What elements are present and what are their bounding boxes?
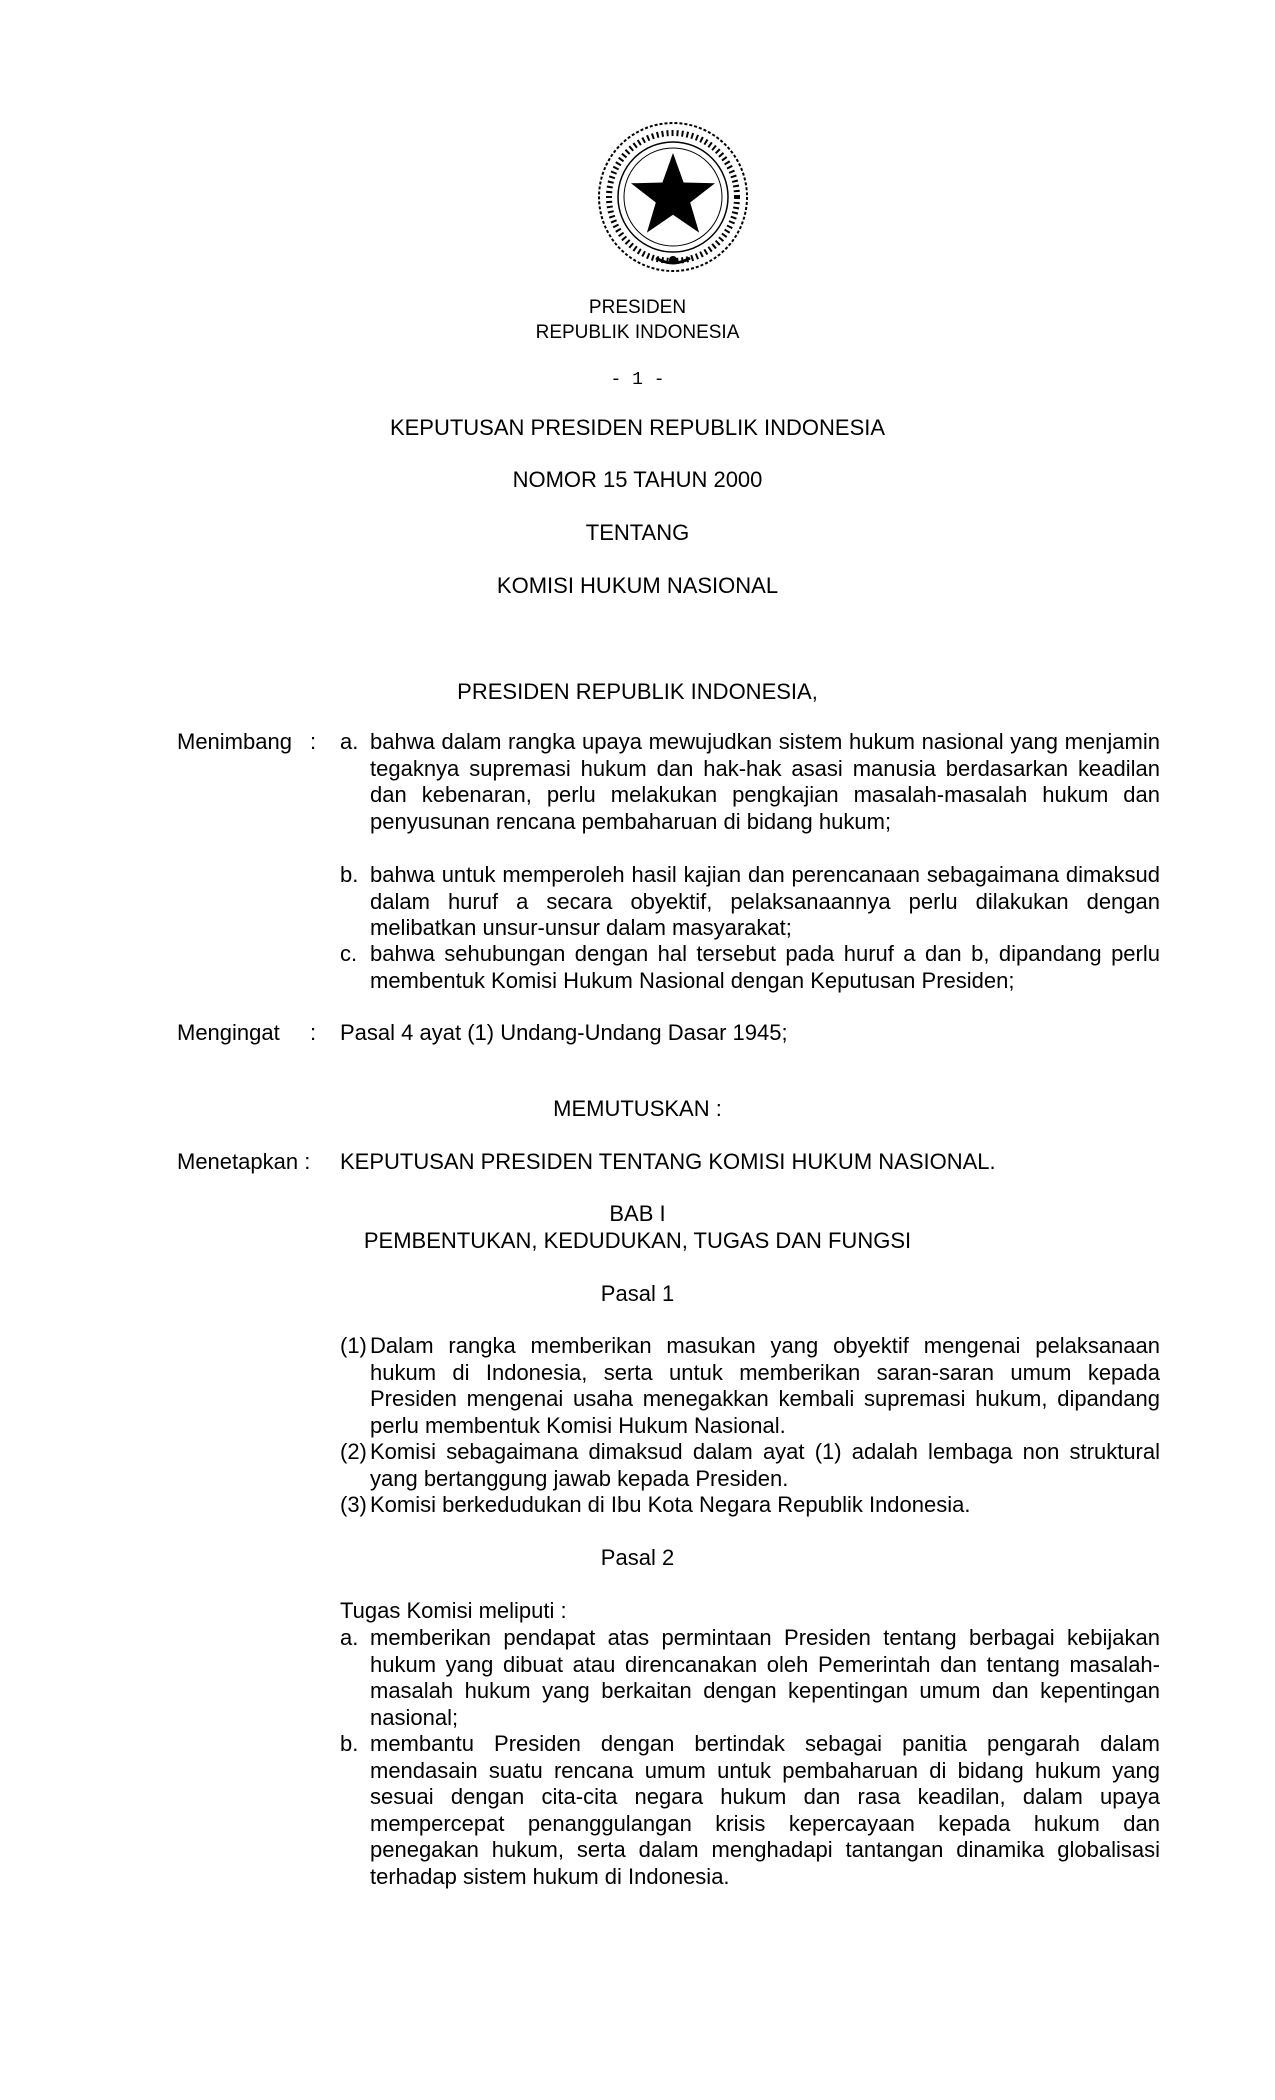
- pasal-2-item-b-text: membantu Presiden dengan bertindak sebagai panitia pengarah dalam mendasain suatu rencana umum untuk pembaharuan di bidang hukum yang sesuai dengan cita-cita negara hukum dan rasa keadilan, dalam upaya mempercepat penanggulangan krisis kepercayaan kepada hukum dan penegakan hukum, serta dalam menghadapi tantangan dinamika globalisasi terhadap sistem hukum di Indonesia.: [370, 1731, 1160, 1889]
- menimbang-a-marker: a.: [340, 729, 359, 754]
- menimbang-b-text: bahwa untuk memperoleh hasil kajian dan perencanaan sebagaimana dimaksud dalam huruf a secara obyektif, pelaksanaannya perlu dilakukan dengan melibatkan unsur-unsur dalam masyarakat;: [370, 862, 1160, 940]
- pasal-2-item-a-text: memberikan pendapat atas permintaan Presiden tentang berbagai kebijakan hukum yang dibuat atau direncanakan oleh Pemerintah dan tentang masalah-masalah hukum yang berkaitan dengan kepentingan umum dan kepentingan nasional;: [370, 1625, 1160, 1730]
- menimbang-c-marker: c.: [340, 941, 358, 966]
- pasal-2-intro: Tugas Komisi meliputi :: [340, 1598, 567, 1623]
- bab-subtitle: PEMBENTUKAN, KEDUDUKAN, TUGAS DAN FUNGSI: [363, 1228, 912, 1253]
- decree-subject: KOMISI HUKUM NASIONAL: [496, 573, 779, 598]
- menetapkan-label: Menetapkan :: [177, 1149, 311, 1174]
- pasal-2-item-a-marker: a.: [340, 1625, 359, 1650]
- menetapkan-text: KEPUTUSAN PRESIDEN TENTANG KOMISI HUKUM NASIONAL.: [340, 1149, 996, 1174]
- pasal-1-title: Pasal 1: [600, 1281, 675, 1306]
- pasal-1-item-3-text: Komisi berkedudukan di Ibu Kota Negara Republik Indonesia.: [370, 1492, 971, 1517]
- pasal-2-item-b-marker: b.: [340, 1731, 359, 1756]
- decree-title: KEPUTUSAN PRESIDEN REPUBLIK INDONESIA: [389, 415, 886, 440]
- menimbang-c-text: bahwa sehubungan dengan hal tersebut pada huruf a dan b, dipandang perlu membentuk Komisi Hukum Nasional dengan Keputusan Presiden;: [370, 941, 1160, 993]
- menimbang-colon: :: [310, 729, 317, 754]
- menimbang-b-marker: b.: [340, 862, 359, 887]
- menimbang-label: Menimbang: [177, 729, 292, 754]
- mengingat-label: Mengingat: [177, 1020, 280, 1045]
- menimbang-a-text: bahwa dalam rangka upaya mewujudkan sistem hukum nasional yang menjamin tegaknya supremasi hukum dan hak-hak asasi manusia berdasarkan keadilan dan kebenaran, perlu melakukan pengkajian masalah-masalah hukum dan penyusunan rencana pembaharuan di bidang hukum;: [370, 729, 1160, 834]
- mengingat-text: Pasal 4 ayat (1) Undang-Undang Dasar 1945;: [340, 1020, 788, 1045]
- pasal-1-item-2-marker: (2): [340, 1439, 367, 1464]
- bab-title: BAB I: [609, 1201, 666, 1226]
- header-president: PRESIDEN: [588, 297, 687, 318]
- memutuskan-heading: MEMUTUSKAN :: [553, 1096, 722, 1121]
- garuda-star-emblem-icon: [594, 118, 752, 276]
- mengingat-colon: :: [310, 1020, 317, 1045]
- page-number: - 1 -: [610, 370, 665, 390]
- header-republic: REPUBLIK INDONESIA: [535, 322, 740, 343]
- pasal-1-item-1-text: Dalam rangka memberikan masukan yang obyektif mengenai pelaksanaan hukum di Indonesia, serta untuk memberikan saran-saran umum kepada Presiden mengenai usaha menegakkan kembali supremasi hukum, dipandang perlu membentuk Komisi Hukum Nasional.: [370, 1333, 1160, 1438]
- decree-about: TENTANG: [585, 520, 690, 545]
- pasal-1-item-3-marker: (3): [340, 1492, 367, 1517]
- issuer-heading: PRESIDEN REPUBLIK INDONESIA,: [457, 679, 818, 704]
- pasal-1-item-1-marker: (1): [340, 1333, 367, 1358]
- pasal-2-title: Pasal 2: [600, 1545, 675, 1570]
- decree-number: NOMOR 15 TAHUN 2000: [512, 467, 763, 492]
- pasal-1-item-2-text: Komisi sebagaimana dimaksud dalam ayat (1) adalah lembaga non struktural yang bertanggung jawab kepada Presiden.: [370, 1439, 1160, 1491]
